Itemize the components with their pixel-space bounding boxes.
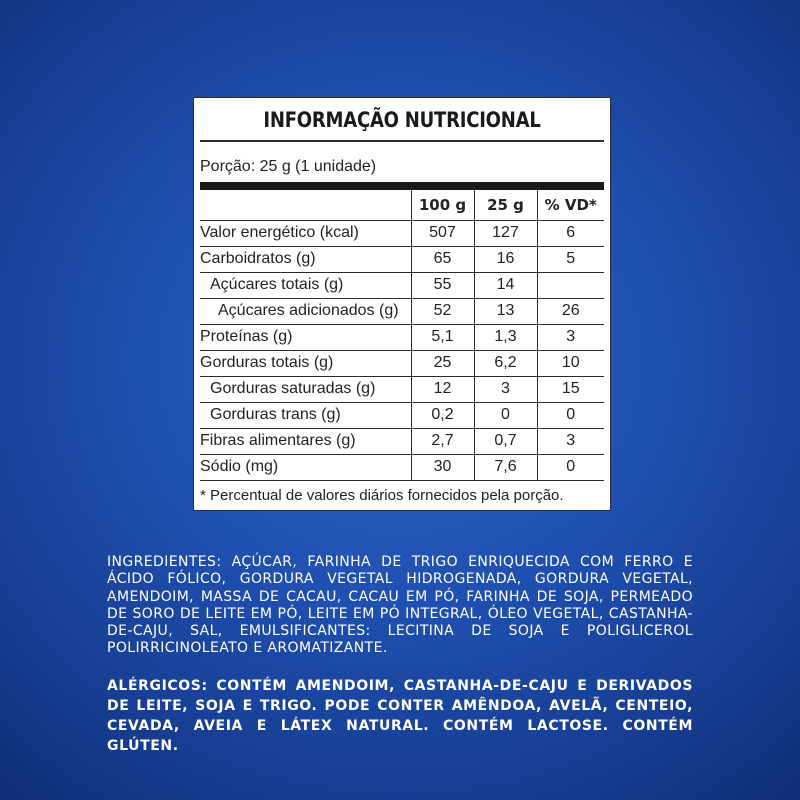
header-25g: 25 g xyxy=(474,190,537,221)
row-label: Gorduras totais (g) xyxy=(200,350,411,376)
footnote: * Percentual de valores diários fornecidos pela porção. xyxy=(200,487,564,504)
row-value-25g: 7,6 xyxy=(474,454,537,480)
row-value-vd: 10 xyxy=(537,350,604,376)
row-value-vd: 0 xyxy=(537,402,604,428)
row-label: Gorduras saturadas (g) xyxy=(200,376,411,402)
row-value-100g: 0,2 xyxy=(411,402,474,428)
row-label: Açúcares totais (g) xyxy=(200,272,411,298)
row-value-vd: 5 xyxy=(537,246,604,272)
table-row xyxy=(200,376,604,402)
table-row xyxy=(200,246,604,272)
header-vd: % VD* xyxy=(537,190,604,221)
row-value-25g: 0,7 xyxy=(474,428,537,454)
row-value-100g: 2,7 xyxy=(411,428,474,454)
row-value-25g: 14 xyxy=(474,272,537,298)
row-value-25g: 1,3 xyxy=(474,324,537,350)
row-value-100g: 12 xyxy=(411,376,474,402)
table-row xyxy=(200,298,604,324)
row-value-100g: 30 xyxy=(411,454,474,480)
table-row xyxy=(200,454,604,480)
row-value-vd: 3 xyxy=(537,324,604,350)
row-value-vd: 26 xyxy=(537,298,604,324)
row-label: Valor energético (kcal) xyxy=(200,220,411,246)
row-value-vd: 6 xyxy=(537,220,604,246)
row-value-25g: 16 xyxy=(474,246,537,272)
table-row xyxy=(200,428,604,454)
portion-size: Porção: 25 g (1 unidade) xyxy=(200,157,377,175)
row-value-100g: 55 xyxy=(411,272,474,298)
row-value-vd: 15 xyxy=(537,376,604,402)
row-value-100g: 52 xyxy=(411,298,474,324)
row-value-100g: 5,1 xyxy=(411,324,474,350)
table-row xyxy=(200,402,604,428)
row-value-vd xyxy=(537,272,604,298)
nutrition-title: INFORMAÇÃO NUTRICIONAL xyxy=(263,108,541,132)
row-label: Carboidratos (g) xyxy=(200,246,411,272)
row-label: Sódio (mg) xyxy=(200,458,279,475)
table-row xyxy=(200,324,604,350)
row-value-25g: 0 xyxy=(474,402,537,428)
row-value-100g: 65 xyxy=(411,246,474,272)
row-label: Proteínas (g) xyxy=(200,324,411,350)
row-label: Fibras alimentares (g) xyxy=(200,428,411,454)
nutrition-table xyxy=(200,190,604,480)
allergens-text: ALÉRGICOS: CONTÉM AMENDOIM, CASTANHA-DE-CAJU E DERIVADOS DE LEITE, SOJA E TRIGO. PODE CONTER AMÊNDOA, AVELÃ, CENTEIO, CEVADA, AVEIA E LÁTEX NATURAL. CONTÉM LACTOSE. CONTÉM GLÚTEN. xyxy=(107,678,693,754)
header-blank xyxy=(200,190,411,221)
row-label: Gorduras trans (g) xyxy=(200,402,411,428)
row-value-100g: 507 xyxy=(411,220,474,246)
row-value-vd: 3 xyxy=(537,428,604,454)
row-value-25g: 6,2 xyxy=(474,350,537,376)
row-value-vd: 0 xyxy=(537,454,604,480)
row-label: Açúcares adicionados (g) xyxy=(200,298,411,324)
table-header-row xyxy=(200,190,604,221)
nutrition-facts-panel xyxy=(193,97,611,511)
table-row xyxy=(200,220,604,246)
table-row xyxy=(200,350,604,376)
ingredients-text: INGREDIENTES: AÇÚCAR, FARINHA DE TRIGO ENRIQUECIDA COM FERRO E ÁCIDO FÓLICO, GORDURA VEGETAL HIDROGENADA, GORDURA VEGETAL, AMENDOIM, MASSA DE CACAU, CACAU EM PÓ, FARINHA DE SOJA, PERMEADO DE SORO DE LEITE EM PÓ, LEITE EM PÓ INTEGRAL, ÓLEO VEGETAL, CASTANHA-DE-CAJU, SAL, EMULSIFICANTES: LECITINA DE SOJA E POLIGLICEROL POLIRRICINOLEATO E AROMATIZANTE. xyxy=(107,554,693,657)
row-value-25g: 3 xyxy=(474,376,537,402)
row-value-25g: 127 xyxy=(474,220,537,246)
row-value-25g: 13 xyxy=(474,298,537,324)
row-value-100g: 25 xyxy=(411,350,474,376)
thick-divider xyxy=(200,182,604,190)
header-100g: 100 g xyxy=(411,190,474,221)
table-row xyxy=(200,272,604,298)
